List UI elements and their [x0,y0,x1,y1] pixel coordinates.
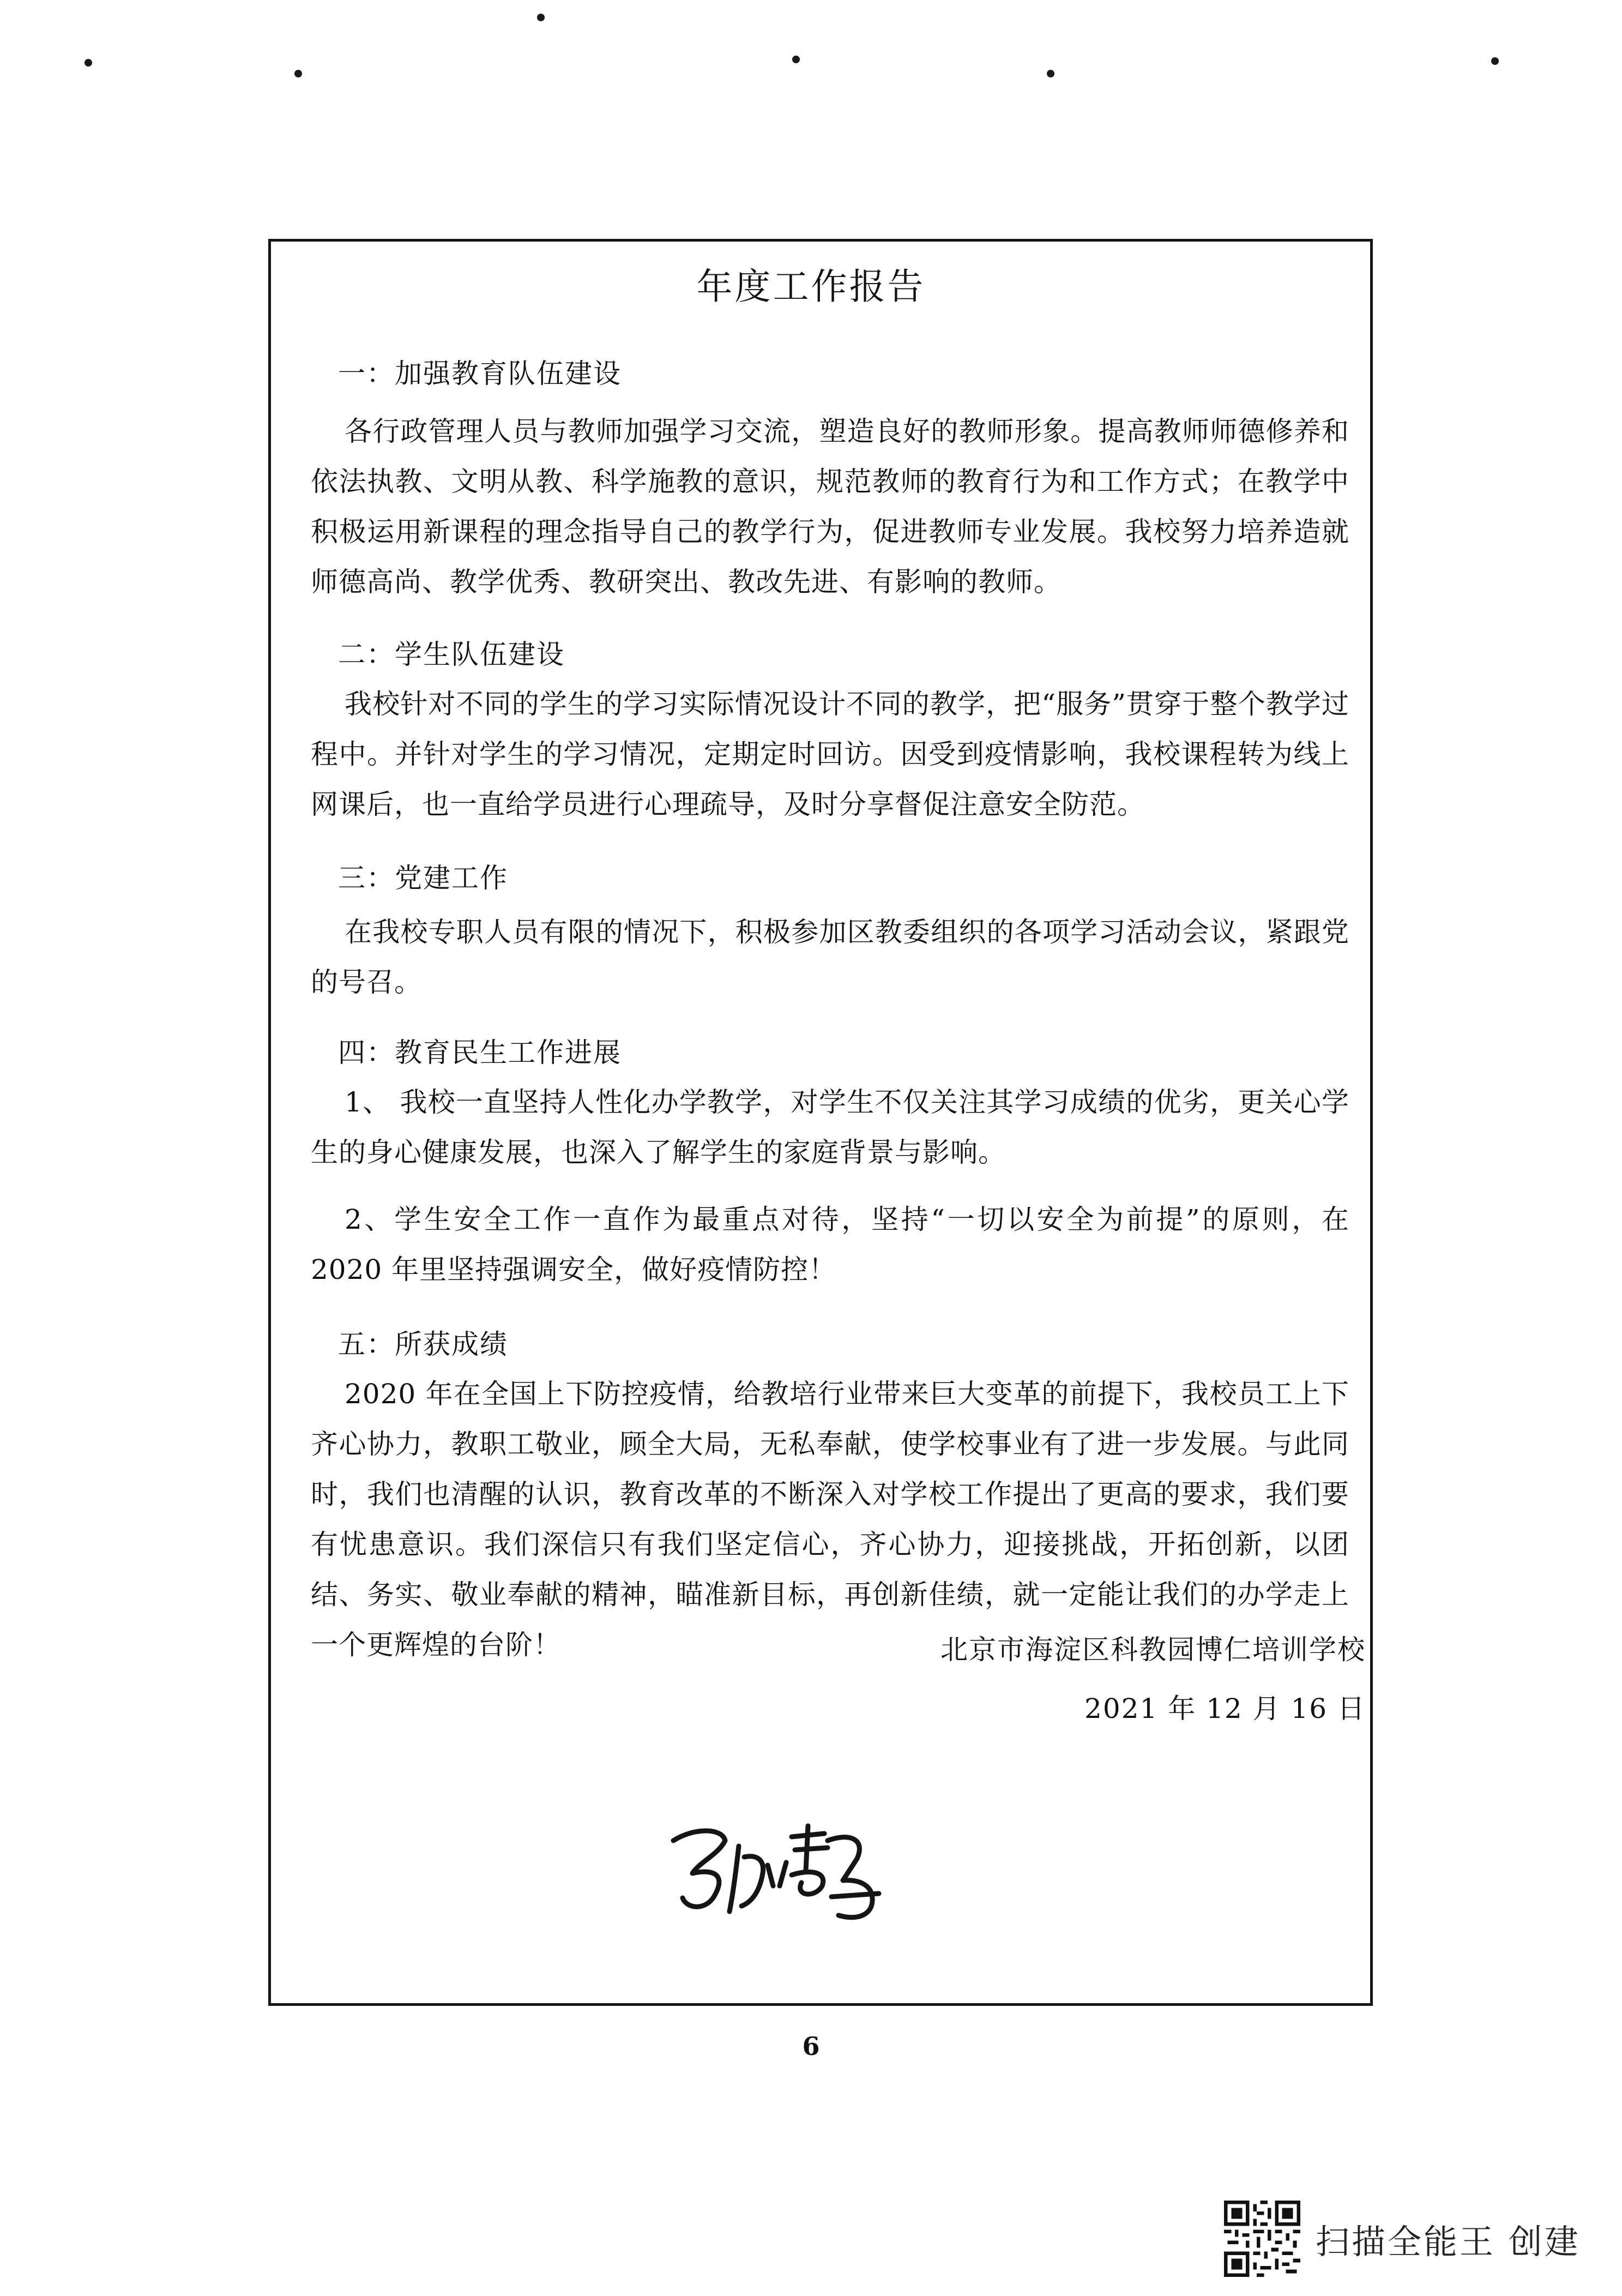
scan-speck [1047,70,1054,77]
section-heading-4: 四：教育民生工作进展 [338,1037,622,1068]
section-2-paragraph: 我校针对不同的学生的学习实际情况设计不同的教学，把“服务”贯穿于整个教学过程中。并针对学生的学习情况，定期定时回访。因受到疫情影响，我校课程转为线上网课后，也一直给学员进行心理疏导，及时分享督促注意安全防范。 [311,688,1349,820]
section-heading-1: 一：加强教育队伍建设 [338,358,622,389]
organization-name: 北京市海淀区科教园博仁培训学校 [940,1634,1366,1666]
scan-speck [1491,57,1499,65]
watermark-text: 扫描全能王 创建 [1316,2221,1581,2262]
scan-speck [792,56,800,63]
document-title: 年度工作报告 [696,266,926,308]
section-5-paragraph: 2020 年在全国上下防控疫情，给教培行业带来巨大变革的前提下，我校员工上下齐心协力，教职工敬业，顾全大局，无私奉献，使学校事业有了进一步发展。与此同时，我们也清醒的认识，教育改革的不断深入对学校工作提出了更高的要求，我们要有忧患意识。我们深信只有我们坚定信心，齐心协力，迎接挑战，开拓创新，以团结、务实、敬业奉献的精神，瞄准新目标，再创新佳绩，就一定能让我们的办学走上一个更辉煌的台阶！ [311,1378,1349,1661]
scan-speck [85,59,92,67]
report-date: 2021 年 12 月 16 日 [1084,1693,1366,1724]
section-1-paragraph: 各行政管理人员与教师加强学习交流，塑造良好的教师形象。提高教师师德修养和依法执教、文明从教、科学施教的意识，规范教师的教育行为和工作方式；在教学中积极运用新课程的理念指导自己的教学行为，促进教师专业发展。我校努力培养造就师德高尚、教学优秀、教研突出、教改先进、有影响的教师。 [311,416,1349,598]
section-heading-2: 二：学生队伍建设 [338,639,565,670]
section-heading-5: 五：所获成绩 [338,1329,508,1360]
qr-code-icon [1224,2201,1300,2277]
scan-speck [294,70,302,77]
scanner-watermark [1224,2198,1581,2280]
page-number: 6 [802,2031,820,2061]
handwritten-signature [665,1816,883,1931]
section-4-paragraph-2: 2、学生安全工作一直作为最重点对待，坚持“一切以安全为前提”的原则，在 2020 年里坚持强调安全，做好疫情防控！ [311,1204,1349,1285]
scan-speck [537,14,545,21]
section-4-paragraph-1: 1、 我校一直坚持人性化办学教学，对学生不仅关注其学习成绩的优劣，更关心学生的身心健康发展，也深入了解学生的家庭背景与影响。 [311,1086,1349,1168]
section-3-paragraph: 在我校专职人员有限的情况下，积极参加区教委组织的各项学习活动会议，紧跟党的号召。 [311,916,1349,998]
section-heading-3: 三：党建工作 [338,862,508,894]
